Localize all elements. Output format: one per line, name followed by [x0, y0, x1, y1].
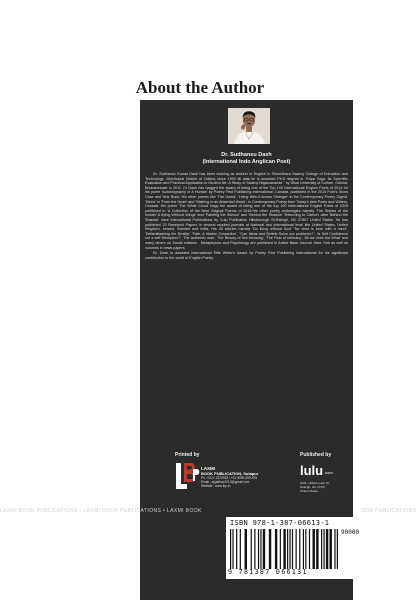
barcode-bar	[232, 529, 233, 569]
printer-name: LAXMI	[201, 466, 215, 471]
barcode-bar	[330, 529, 332, 569]
barcode-bar	[251, 529, 252, 569]
printer-email: Email : ayjadhav2013@gmail.com	[201, 480, 250, 484]
author-photo	[228, 108, 270, 144]
lulu-logo-text: lulu	[300, 463, 324, 478]
printed-by-label: Printed by	[175, 452, 200, 458]
isbn-number: ISBN 978-1-387-06613-1	[230, 519, 330, 527]
laxmi-publication-logo-icon	[175, 461, 201, 491]
published-by-label: Published by	[300, 452, 332, 458]
barcode-bars-icon	[230, 529, 338, 569]
lulu-dotcom: .com	[324, 470, 333, 475]
barcode-bar	[258, 529, 259, 569]
barcode-bar	[275, 529, 277, 569]
barcode-bar	[309, 529, 310, 569]
author-tagline: (International Indo Anglican Poet)	[202, 159, 291, 165]
author-name: Dr. Sudhansu Dash	[221, 152, 272, 158]
publisher-info	[300, 460, 352, 504]
barcode-bar	[283, 529, 285, 569]
publisher-watermark-right: OOK PUBLICATIONS	[361, 508, 416, 514]
barcode-bar	[305, 529, 306, 569]
barcode-bar	[245, 529, 247, 569]
barcode-bar	[292, 529, 293, 569]
barcode-bar	[254, 529, 255, 569]
barcode-bar	[236, 529, 237, 569]
barcode-bar	[299, 529, 300, 569]
barcode-bar	[296, 529, 297, 569]
publisher-watermark-left: LAXMI BOOK PUBLICATIONS • LAXMI BOOK PUBLICATIONS • LAXMI BOOK	[0, 508, 202, 514]
publisher-address-line: Raleigh, NC 27607,	[300, 484, 327, 489]
printer-subtitle: BOOK PUBLICATION, Solapur	[201, 471, 259, 476]
barcode-bar	[316, 529, 318, 569]
barcode-bar	[313, 529, 315, 569]
printer-website: Website : www.lbp.in	[201, 484, 231, 488]
publisher-address-line: 3101, Hillsborough St,	[300, 481, 330, 485]
barcode-bar	[289, 529, 290, 569]
barcode-bar	[303, 529, 304, 569]
printer-contact	[201, 476, 257, 488]
author-portrait-icon	[228, 108, 270, 144]
barcode-bar	[321, 529, 322, 569]
printer-phone: Ph.: 0217-2370393 / +91-9595-359-435	[201, 476, 258, 480]
barcode-bar	[287, 529, 288, 569]
barcode-bar	[269, 529, 271, 569]
barcode-bar	[240, 529, 241, 569]
lulu-logo-icon	[300, 460, 324, 480]
publisher-address	[300, 482, 330, 493]
barcode-bar	[337, 529, 338, 569]
printer-logo-text	[175, 460, 176, 461]
author-credit	[140, 152, 353, 166]
bio-paragraph: Dr. Sudhansu Kumar Dash has been working as lecturer in English in Shreedhara Swamy College of Education and Technology ,Dhenkanal District of Odisha since 1992 till date.he is awarded Ph.D degree in "Kriya Yoga: Its Scientific Evaluation and Practical Application in Modern life. A Study of Swamy Nigamananda " by Utkal University of Culture, Odisha, Bhubaneswar in 2011. Dr Dash has bagged the award of being one of the Top 100 International English Poets of 2014 for his poem 'Autobiography of A Human' by Poetry First Publishing International ,Canada, published in the 2015 Poet's Show Case and Year Book. His other poems like 'The Guest', 'Living With A known Stranger' in the Contemporary Poetry Digest, 'Mirror' in 'From the Heart' and 'Walking in an Absented World', in Contemporary Poetry from Today's best Poets and Writers, Canada. His poem 'The White Cloud' bags the award of being one of the top 100 International English Poets of 2015 published in 'A Collection of the Best Original Poems of 2015.His other poetry anthologies namely 'The Stories of the Insider',A flying Without Wings 'and 'Painting the Silence' and 'Behind the Shadow' 'Returning to Carbon' after 'Behind the Shadow' have International Publications by 'Lulu Publication Hillsborough St,Raleigh, NC 27607 United States. He has published 23 Research Papers in several reputed journals at National and International level like United States, United Kingdom, Ireland, Sweden and India. His 45 articles namely 'Do living without God' "No child is born with a mind", 'Defamiliarising the Reality', 'Fate: A Hidden Cowardice', "Can Ideas and Beliefs Solve our problems?", 'Is Self Confidence not a self Deception?' ,The authentic man', The Beauty of Not-Knowing', 'The Fear of Intimacy', 'All we seek but What' and many others on Social criticism , Metaphysics and Psychology are published in Article Base Journal ,New York as well as columns in news papers.	[145, 172, 348, 250]
ean-number: 9 781387 066131	[228, 568, 308, 576]
printer-info	[175, 461, 259, 501]
isbn-barcode	[226, 517, 366, 579]
author-biography	[145, 172, 348, 260]
barcode-bar	[230, 529, 231, 569]
publisher-address-line: United States.	[300, 488, 319, 493]
barcode-bar	[323, 529, 324, 569]
barcode-bar	[326, 529, 328, 569]
barcode-bar	[260, 529, 261, 569]
barcode-bar	[280, 529, 281, 569]
barcode-bar	[263, 529, 265, 569]
bio-paragraph: Dr. Dash is awarded International Elite Writer's Award by Poetry First Publishing International for his significant contribution to the world of English Poetry.	[145, 251, 348, 260]
page-title: About the Author	[135, 78, 265, 97]
barcode-bar	[334, 529, 335, 569]
barcode-price-code: 90000	[341, 529, 360, 536]
